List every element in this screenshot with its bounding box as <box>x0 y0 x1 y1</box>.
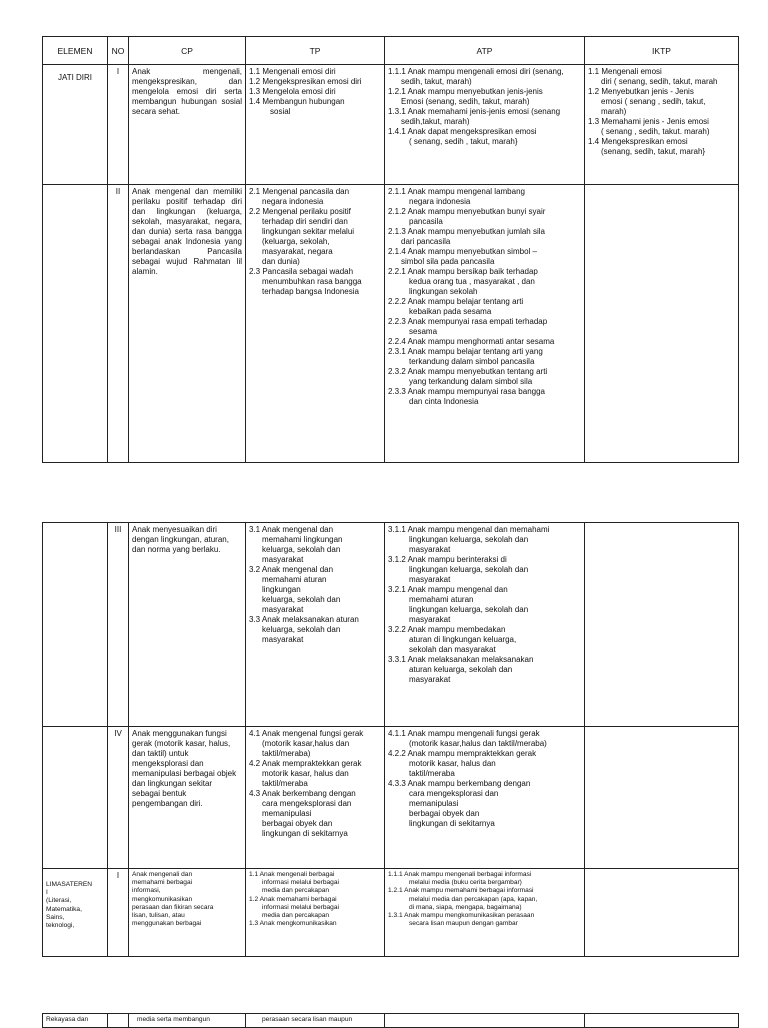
tp-line: 2.2 Mengenal perilaku positif <box>249 207 351 216</box>
tp-line: 3.2 Anak mengenal dan <box>249 565 334 574</box>
atp-cell <box>385 185 585 463</box>
iktp-line: 1.1 Mengenali emosi <box>588 67 662 76</box>
cp-line: informasi, <box>132 887 161 895</box>
iktp-line: ( senang , sedih, takut. marah) <box>601 127 710 136</box>
atp-line: 1.3.1 Anak memahami jenis-jenis emosi (senang <box>388 107 561 116</box>
atp-line: 2.1.2 Anak mampu menyebutkan bunyi syair <box>388 207 546 216</box>
atp-line: lingkungan keluarga, sekolah dan <box>409 605 529 614</box>
atp-line: 3.1.1 Anak mampu mengenal dan memahami <box>388 525 550 534</box>
tp-line: masyarakat, negara <box>262 247 333 256</box>
atp-line: sesama <box>409 327 438 336</box>
atp-line: 2.2.4 Anak mampu menghormati antar sesama <box>388 337 555 346</box>
tp-line: 1.1 Mengenali emosi diri <box>249 67 336 76</box>
tp-line: 1.1 Anak mengenali berbagai <box>249 871 335 878</box>
iktp-line: 1.4 Mengekspresikan emosi <box>588 137 688 146</box>
elemen-cell <box>43 727 108 869</box>
tp-line: taktil/meraba <box>262 779 308 788</box>
atp-line: taktil/meraba <box>409 769 455 778</box>
atp-line: 1.2.1 Anak mampu memahami berbagai informasi <box>388 887 534 895</box>
atp-line: 2.2.2 Anak mampu belajar tentang arti <box>388 297 524 306</box>
header-no: NO <box>108 37 129 65</box>
atp-line: yang terkandung dalam simbol sila <box>409 377 533 386</box>
iktp-cell <box>585 1014 739 1028</box>
elemen-text: LIMASATEREN I (Literasi, Matematika, Sains, teknologi, <box>46 881 93 930</box>
no-cell: IV <box>108 727 129 869</box>
tp-line: menumbuhkan rasa bangga <box>262 277 362 286</box>
tp-line: lingkungan <box>262 585 301 594</box>
no-cell <box>108 1014 129 1028</box>
tp-line: cara mengeksplorasi dan <box>262 799 352 808</box>
atp-line: kedua orang tua , masyarakat , dan <box>409 277 535 286</box>
atp-line: 4.1.1 Anak mampu mengenali fungsi gerak <box>388 729 540 738</box>
atp-line: 3.2.1 Anak mampu mengenal dan <box>388 585 508 594</box>
atp-line: 1.1.1 Anak mampu mengenali emosi diri (senang, <box>388 67 564 76</box>
elemen-cell: Rekayasa dan <box>43 1014 108 1028</box>
cp-cell: Anak mengenali, mengekspresikan, dan mengelola emosi diri serta membangun hubungan sosial secara sehat. <box>129 65 246 185</box>
atp-line: 2.3.3 Anak mampu mempunyai rasa bangga <box>388 387 545 396</box>
atp-line: 2.2.3 Anak mempunyai rasa empati terhadap <box>388 317 548 326</box>
atp-line: masyarakat <box>409 545 451 554</box>
tp-line: dan dunia) <box>262 257 300 266</box>
atp-line: motorik kasar, halus dan <box>409 759 496 768</box>
tp-line: keluarga, sekolah dan <box>262 595 341 604</box>
table-row <box>43 523 739 727</box>
atp-line: berbagai obyek dan <box>409 809 480 818</box>
atp-line: 2.1.3 Anak mampu menyebutkan jumlah sila <box>388 227 545 236</box>
atp-line: 2.1.1 Anak mampu mengenal lambang <box>388 187 525 196</box>
atp-line: 2.3.1 Anak mampu belajar tentang arti yang <box>388 347 543 356</box>
elemen-cell <box>43 523 108 727</box>
curriculum-table-part-3 <box>42 1013 739 1028</box>
atp-line: melalui media dan percakapan (apa, kapan, <box>409 895 538 903</box>
atp-line: lingkungan di sekitarnya <box>409 819 495 828</box>
tp-line: 1.3 Anak mengkomunikasikan <box>249 920 337 928</box>
atp-line: secara lisan maupun dengan gambar <box>409 920 518 928</box>
iktp-cell <box>585 65 739 185</box>
tp-cell <box>246 523 385 727</box>
cp-cell <box>129 869 246 957</box>
tp-line: motorik kasar, halus dan <box>262 769 349 778</box>
atp-line: Emosi (senang, sedih, takut, marah) <box>401 97 530 106</box>
tp-line: taktil/meraba) <box>262 749 311 758</box>
elemen-cell <box>43 65 108 185</box>
curriculum-table-part-2 <box>42 522 739 957</box>
tp-line: negara indonesia <box>262 197 324 206</box>
elemen-text: JATI DIRI <box>57 73 93 82</box>
curriculum-table-part-1 <box>42 36 739 463</box>
atp-line: di mana, siapa, mengapa, bagaimana) <box>409 903 522 911</box>
cp-line: memahami berbagai <box>132 879 193 887</box>
atp-line: 1.2.1 Anak mampu menyebutkan jenis-jenis <box>388 87 543 96</box>
iktp-line: emosi ( senang , sedih, takut, <box>601 97 706 106</box>
atp-line: terkandung dalam simbol pancasila <box>409 357 535 366</box>
tp-line: (keluarga, sekolah, <box>262 237 330 246</box>
atp-line: melalui media (buku cerita bergambar) <box>409 879 522 887</box>
tp-line: 2.3 Pancasila sebagai wadah <box>249 267 354 276</box>
tp-line: lingkungan sekitar melalui <box>262 227 355 236</box>
table-row <box>43 185 739 463</box>
tp-line: 1.2 Anak memahami berbagai <box>249 895 337 903</box>
atp-line: sedih,takut, marah) <box>401 117 470 126</box>
iktp-line: marah) <box>601 107 627 116</box>
atp-line: 1.1.1 Anak mampu mengenali berbagai informasi <box>388 871 532 878</box>
tp-line: media dan percakapan <box>262 887 330 895</box>
no-cell: I <box>108 869 129 957</box>
iktp-cell <box>585 185 739 463</box>
tp-line: 4.1 Anak mengenal fungsi gerak <box>249 729 364 738</box>
iktp-line: 1.2 Menyebutkan jenis - Jenis <box>588 87 694 96</box>
atp-line: 3.2.2 Anak mampu membedakan <box>388 625 506 634</box>
tp-cell <box>246 727 385 869</box>
tp-line: 1.2 Mengekspresikan emosi diri <box>249 77 362 86</box>
tp-line: 4.2 Anak mempraktekkan gerak <box>249 759 362 768</box>
tp-line: masyarakat <box>262 555 304 564</box>
tp-cell <box>246 65 385 185</box>
tp-line: memanipulasi <box>262 809 312 818</box>
atp-line: masyarakat <box>409 675 451 684</box>
atp-line: sekolah dan masyarakat <box>409 645 496 654</box>
atp-line: kebaikan pada sesama <box>409 307 492 316</box>
tp-line: 3.1 Anak mengenal dan <box>249 525 334 534</box>
table-row <box>43 65 739 185</box>
header-iktp: IKTP <box>585 37 739 65</box>
cp-cell: media serta membangun <box>129 1014 246 1028</box>
tp-line: terhadap bangsa Indonesia <box>262 287 359 296</box>
tp-line: sosial <box>270 107 291 116</box>
tp-line: masyarakat <box>262 605 304 614</box>
header-elemen: ELEMEN <box>43 37 108 65</box>
iktp-cell <box>585 523 739 727</box>
tp-line: 1.3 Mengelola emosi diri <box>249 87 336 96</box>
atp-line: lingkungan keluarga, sekolah dan <box>409 565 529 574</box>
atp-line: aturan keluarga, sekolah dan <box>409 665 513 674</box>
atp-line: 4.2.2 Anak mampu mempraktekkan gerak <box>388 749 537 758</box>
tp-line: 1.4 Membangun hubungan <box>249 97 345 106</box>
elemen-cell <box>43 185 108 463</box>
cp-cell: Anak mengenal dan memiliki perilaku positif terhadap diri dan lingkungan (keluarga, sekolah, masyarakat, negara, dan dunia) serta rasa bangga sebagai anak Indonesia yang berlandaskan Pancasila sebagai wujud Rahmatan lil alamin. <box>129 185 246 463</box>
elemen-cell <box>43 869 108 957</box>
atp-cell <box>385 523 585 727</box>
atp-line: masyarakat <box>409 615 451 624</box>
tp-line: memahami lingkungan <box>262 535 343 544</box>
atp-line: 1.4.1 Anak dapat mengekspresikan emosi <box>388 127 537 136</box>
atp-line: (motorik kasar,halus dan taktil/meraba) <box>409 739 547 748</box>
atp-line: masyarakat <box>409 575 451 584</box>
tp-line: media dan percakapan <box>262 912 330 920</box>
tp-line: (motorik kasar,halus dan <box>262 739 350 748</box>
iktp-line: 1.3 Memahami jenis - Jenis emosi <box>588 117 709 126</box>
tp-line: 4.3 Anak berkembang dengan <box>249 789 356 798</box>
atp-line: dan cinta Indonesia <box>409 397 479 406</box>
atp-line: pancasila <box>409 217 443 226</box>
tp-line: lingkungan di sekitarnya <box>262 829 348 838</box>
header-tp: TP <box>246 37 385 65</box>
tp-line: keluarga, sekolah dan <box>262 545 341 554</box>
tp-line: masyarakat <box>262 635 304 644</box>
atp-line: cara mengeksplorasi dan <box>409 789 499 798</box>
tp-cell: perasaan secara lisan maupun <box>246 1014 385 1028</box>
atp-line: aturan di lingkungan keluarga, <box>409 635 517 644</box>
tp-line: informasi melalui berbagai <box>262 879 339 887</box>
atp-line: 3.1.2 Anak mampu berinteraksi di <box>388 555 507 564</box>
atp-line: lingkungan sekolah <box>409 287 478 296</box>
tp-line: keluarga, sekolah dan <box>262 625 341 634</box>
tp-cell <box>246 869 385 957</box>
atp-cell <box>385 727 585 869</box>
cp-line: menggunakan berbagai <box>132 920 202 928</box>
atp-line: dari pancasila <box>401 237 451 246</box>
atp-line: memahami aturan <box>409 595 474 604</box>
tp-cell <box>246 185 385 463</box>
tp-line: informasi melalui berbagai <box>262 903 339 911</box>
atp-cell <box>385 869 585 957</box>
cp-line: perasaan dan fikiran secara <box>132 903 214 911</box>
iktp-cell <box>585 727 739 869</box>
no-cell: I <box>108 65 129 185</box>
table-row <box>43 727 739 869</box>
atp-line: negara indonesia <box>409 197 471 206</box>
cp-cell: Anak menyesuaikan diri dengan lingkungan, aturan, dan norma yang berlaku. <box>129 523 246 727</box>
cp-cell: Anak menggunakan fungsi gerak (motorik kasar, halus, dan taktil) untuk mengeksplorasi dan memanipulasi berbagai objek dan lingkungan sekitar sebagai bentuk pengembangan diri. <box>129 727 246 869</box>
iktp-line: (senang, sedih, takut, marah} <box>601 147 706 156</box>
atp-line: 4.3.3 Anak mampu berkembang dengan <box>388 779 531 788</box>
atp-line: sedih, takut, marah) <box>401 77 472 86</box>
atp-cell <box>385 65 585 185</box>
tp-line: 2.1 Mengenal pancasila dan <box>249 187 350 196</box>
atp-line: 2.3.2 Anak mampu menyebutkan tentang arti <box>388 367 548 376</box>
tp-line: memahami aturan <box>262 575 327 584</box>
iktp-line: diri ( senang, sedih, takut, marah <box>601 77 718 86</box>
cp-line: Anak mengenali dan <box>132 871 193 878</box>
atp-cell <box>385 1014 585 1028</box>
atp-line: ( senang, sedih , takut, marah} <box>409 137 518 146</box>
atp-line: simbol sila pada pancasila <box>401 257 495 266</box>
atp-line: 2.1.4 Anak mampu menyebutkan simbol – <box>388 247 537 256</box>
tp-line: terhadap diri sendiri dan <box>262 217 348 226</box>
no-cell: II <box>108 185 129 463</box>
atp-line: 2.2.1 Anak mampu bersikap baik terhadap <box>388 267 538 276</box>
table-row <box>43 869 739 957</box>
header-atp: ATP <box>385 37 585 65</box>
tp-line: 3.3 Anak melaksanakan aturan <box>249 615 359 624</box>
atp-line: 3.3.1 Anak melaksanakan melaksanakan <box>388 655 534 664</box>
iktp-cell <box>585 869 739 957</box>
cp-line: lisan, tulisan, atau <box>132 912 185 920</box>
atp-line: lingkungan keluarga, sekolah dan <box>409 535 529 544</box>
table-row <box>43 1014 739 1028</box>
header-cp: CP <box>129 37 246 65</box>
atp-line: 1.3.1 Anak mampu mengkomunikasikan perasaan <box>388 912 535 920</box>
table-header-row <box>43 37 739 65</box>
cp-line: mengkomunikasikan <box>132 895 193 903</box>
tp-line: berbagai obyek dan <box>262 819 333 828</box>
no-cell: III <box>108 523 129 727</box>
atp-line: memanipulasi <box>409 799 459 808</box>
